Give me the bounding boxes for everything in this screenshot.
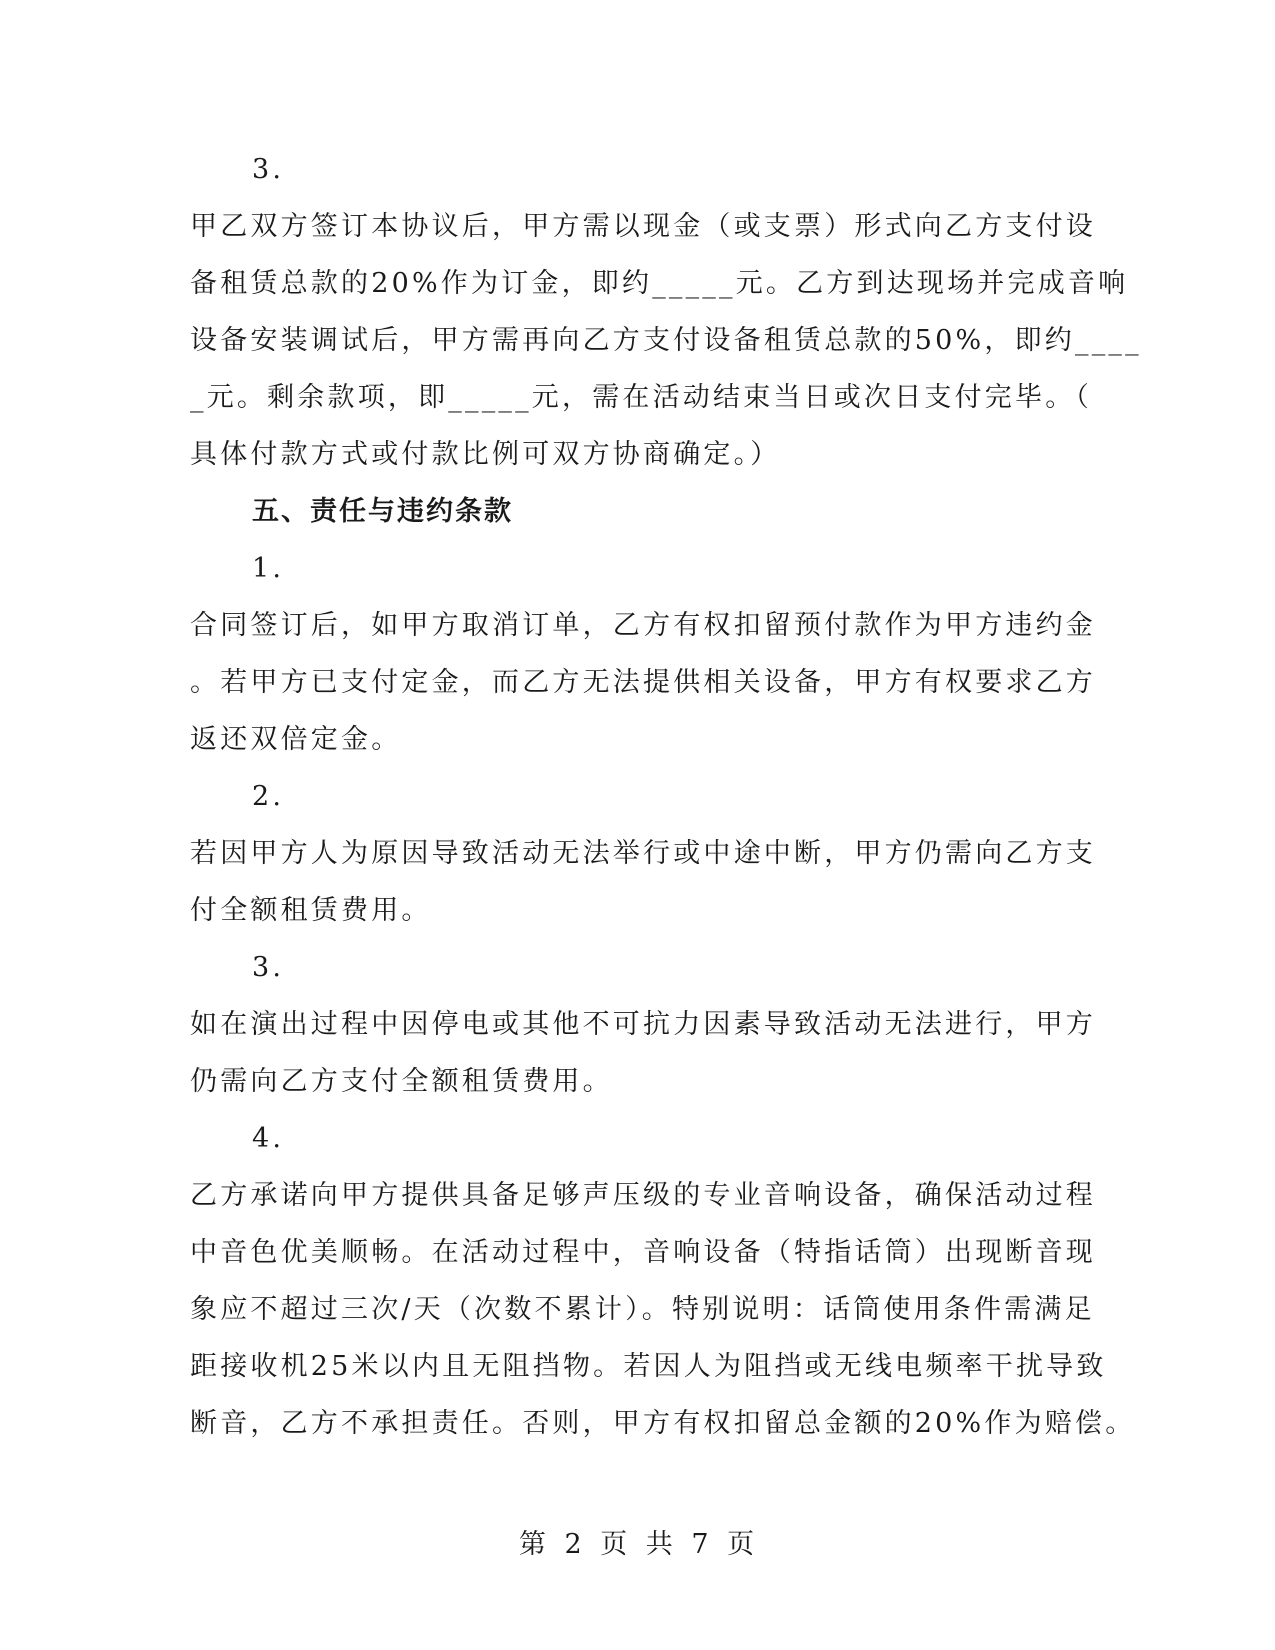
paragraph [190, 1003, 1096, 1117]
paragraph [190, 832, 1096, 946]
paragraph-line: 如在演出过程中因停电或其他不可抗力因素导致活动无法进行，甲方 [190, 1009, 1096, 1040]
paragraph-line: 断音，乙方不承担责任。否则，甲方有权扣留总金额的20%作为赔偿。 [190, 1408, 1136, 1439]
paragraph [190, 205, 1142, 490]
paragraph-line: 乙方承诺向甲方提供具备足够声压级的专业音响设备，确保活动过程 [190, 1180, 1096, 1211]
paragraph [190, 1174, 1136, 1459]
page-footer: 第 2 页 共 7 页 [518, 1529, 757, 1560]
paragraph-line: 。若甲方已支付定金，而乙方无法提供相关设备，甲方有权要求乙方 [190, 667, 1096, 698]
paragraph-line: 付全额租赁费用。 [190, 895, 432, 926]
clause-number: 3. [252, 952, 285, 983]
paragraph-line: 甲乙双方签订本协议后，甲方需以现金（或支票）形式向乙方支付设 [190, 211, 1096, 242]
paragraph-line: 距接收机25米以内且无阻挡物。若因人为阻挡或无线电频率干扰导致 [190, 1351, 1107, 1382]
clause-number: 1. [252, 553, 285, 584]
paragraph-line: 若因甲方人为原因导致活动无法举行或中途中断，甲方仍需向乙方支 [190, 838, 1096, 869]
paragraph-line: 合同签订后，如甲方取消订单，乙方有权扣留预付款作为甲方违约金 [190, 610, 1096, 641]
clause-number: 2. [252, 781, 285, 812]
paragraph-line: 具体付款方式或付款比例可双方协商确定。） [190, 439, 781, 470]
section-heading: 五、责任与违约条款 [252, 496, 513, 527]
clause-number: 4. [252, 1123, 285, 1154]
document-body [190, 148, 1142, 1459]
paragraph-line: 仍需向乙方支付全额租赁费用。 [190, 1066, 613, 1097]
paragraph-line: _元。剩余款项，即_____元，需在活动结束当日或次日支付完毕。（ [190, 382, 1093, 413]
paragraph-line: 设备安装调试后，甲方需再向乙方支付设备租赁总款的50%，即约____ [190, 325, 1142, 356]
paragraph-line: 中音色优美顺畅。在活动过程中，音响设备（特指话筒）出现断音现 [190, 1237, 1096, 1268]
clause-number: 3. [252, 154, 285, 185]
paragraph-line: 备租赁总款的20%作为订金，即约_____元。乙方到达现场并完成音响 [190, 268, 1129, 299]
paragraph-line: 象应不超过三次/天（次数不累计）。特别说明：话筒使用条件需满足 [190, 1294, 1095, 1325]
paragraph-line: 返还双倍定金。 [190, 724, 402, 755]
paragraph [190, 604, 1096, 775]
